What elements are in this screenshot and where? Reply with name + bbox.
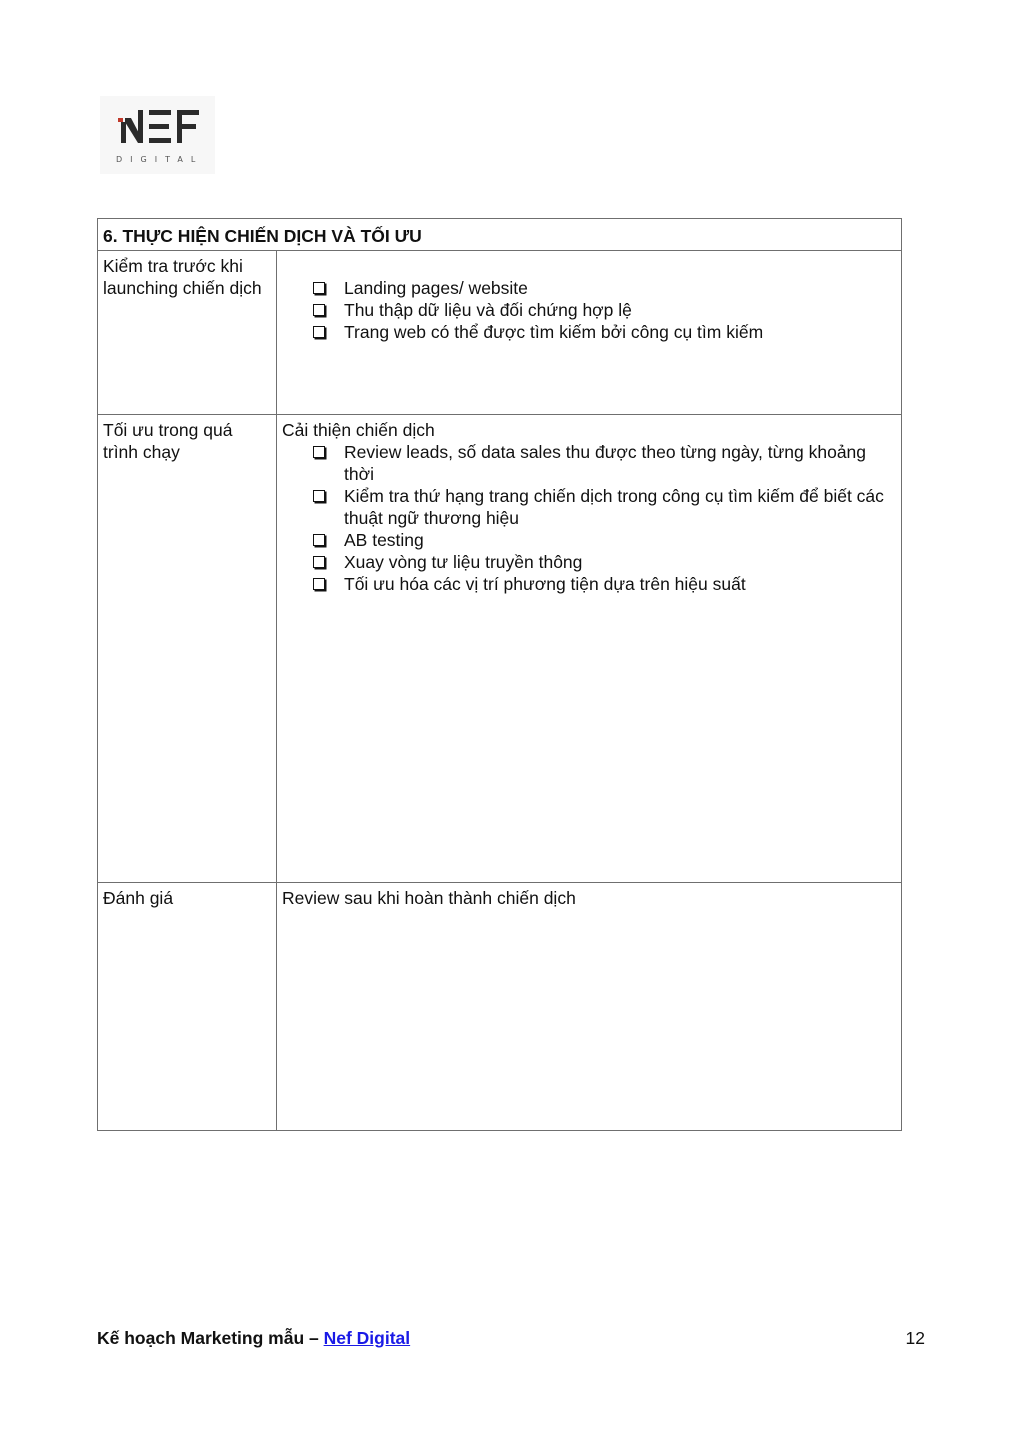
checklist-item [313,441,896,485]
checklist-item-text: Landing pages/ website [344,278,528,298]
checklist-item-text: Xuay vòng tư liệu truyền thông [344,552,583,572]
company-logo [100,96,215,174]
checkbox-icon [313,556,325,568]
section-title-row [98,219,902,251]
nef-digital-logo-icon [100,96,215,174]
row-label: Kiểm tra trước khi launching chiến dịch [98,251,277,415]
checklist [282,277,896,343]
nef-digital-link[interactable]: Nef Digital [323,1328,411,1348]
row-intro: Cải thiện chiến dịch [282,420,435,440]
checklist-item [313,299,896,321]
row-intro: Review sau khi hoàn thành chiến dịch [282,888,576,908]
campaign-plan-table [97,218,902,1131]
checklist-item-text: Trang web có thể được tìm kiếm bởi công cụ tìm kiếm [344,322,764,342]
row-content [277,883,902,1131]
checklist-item-text: Kiểm tra thứ hạng trang chiến dịch trong công cụ tìm kiếm để biết các thuật ngữ thương hiệu [344,486,884,528]
footer-title: Kế hoạch Marketing mẫu – [97,1328,324,1348]
page-footer [97,1328,925,1349]
checklist-item [313,485,896,529]
checkbox-icon [313,304,325,316]
checklist-item [313,277,896,299]
checklist [282,441,896,595]
table-row [98,415,902,883]
page-number: 12 [905,1328,925,1348]
checklist-item-text: AB testing [344,530,424,550]
checkbox-icon [313,534,325,546]
checklist-item-text: Thu thập dữ liệu và đối chứng hợp lệ [344,300,632,320]
checkbox-icon [313,446,325,458]
checkbox-icon [313,578,325,590]
table-row [98,251,902,415]
table-row [98,883,902,1131]
row-label: Đánh giá [98,883,277,1131]
checklist-item-text: Review leads, số data sales thu được theo từng ngày, từng khoảng thời [344,442,867,484]
row-content [277,251,902,415]
checklist-item [313,551,896,573]
checklist-item [313,573,896,595]
svg-text:DIGITAL: DIGITAL [116,155,204,164]
checkbox-icon [313,326,325,338]
checkbox-icon [313,282,325,294]
section-title: 6. THỰC HIỆN CHIẾN DỊCH VÀ TỐI ƯU [98,219,902,251]
row-content [277,415,902,883]
checklist-item [313,321,896,343]
row-label: Tối ưu trong quá trình chạy [98,415,277,883]
checkbox-icon [313,490,325,502]
checklist-item [313,529,896,551]
checklist-item-text: Tối ưu hóa các vị trí phương tiện dựa trên hiệu suất [344,574,746,594]
